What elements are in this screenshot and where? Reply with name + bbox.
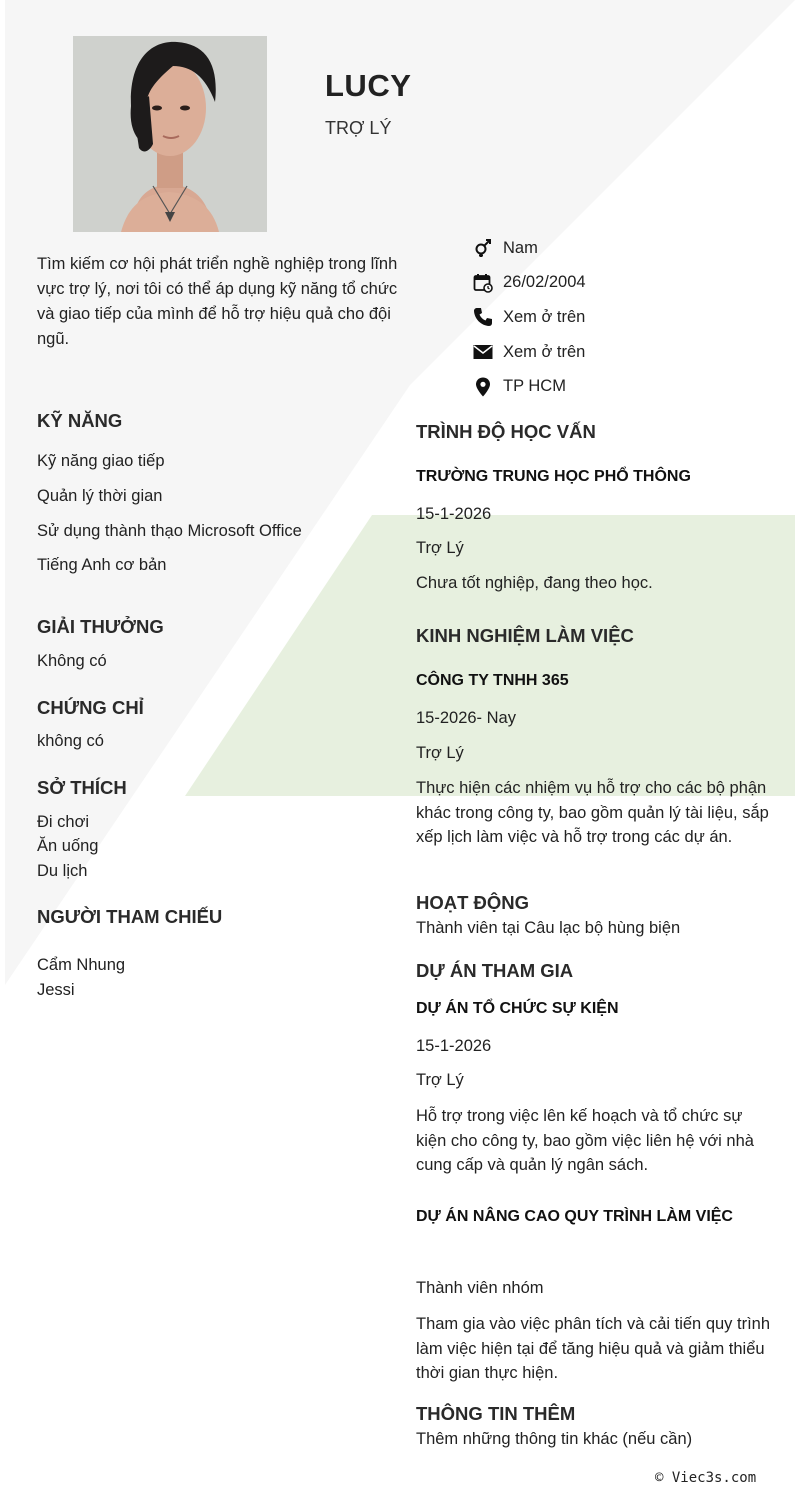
contact-phone — [472, 300, 772, 335]
additional-text: Thêm những thông tin khác (nếu cần) — [416, 1430, 693, 1448]
activities-heading: HOẠT ĐỘNG — [416, 892, 530, 913]
candidate-title: TRỢ LÝ — [325, 118, 392, 138]
contact-email — [472, 335, 772, 370]
contact-gender — [472, 231, 772, 266]
email-icon — [472, 341, 494, 363]
contact-list — [472, 231, 772, 404]
education-note: Chưa tốt nghiệp, đang theo học. — [416, 574, 653, 592]
project-description: Hỗ trợ trong việc lên kế hoạch và tổ chức sự kiện cho công ty, bao gồm việc liên hệ với nhà cung cấp và quản lý ngân sách. — [416, 1107, 754, 1174]
project-date: 15-1-2026 — [416, 1037, 492, 1055]
skill-item: Quản lý thời gian — [37, 487, 163, 505]
gender-icon — [472, 237, 494, 259]
experience-date: 15-2026- Nay — [416, 709, 516, 727]
education-role: Trợ Lý — [416, 539, 464, 557]
footer-copyright: © Viec3s.com — [655, 1470, 757, 1486]
activities-text: Thành viên tại Câu lạc bộ hùng biện — [416, 919, 681, 937]
experience-role: Trợ Lý — [416, 744, 464, 762]
education-heading: TRÌNH ĐỘ HỌC VẤN — [416, 421, 596, 442]
project-name: DỰ ÁN TỔ CHỨC SỰ KIỆN — [416, 1000, 619, 1017]
project-role: Trợ Lý — [416, 1071, 464, 1089]
hobby-item: Ăn uống — [37, 837, 99, 855]
phone-icon — [472, 306, 494, 328]
awards-heading: GIẢI THƯỞNG — [37, 616, 164, 637]
career-objective: Tìm kiếm cơ hội phát triển nghề nghiệp trong lĩnh vực trợ lý, nơi tôi có thể áp dụng kỹ năng tổ chức và giao tiếp của mình để hỗ trợ hiệu quả cho đội ngũ. — [37, 255, 398, 348]
certificates-heading: CHỨNG CHỈ — [37, 697, 144, 718]
location-pin-icon — [472, 376, 494, 398]
education-date: 15-1-2026 — [416, 505, 492, 523]
address-value: TP HCM — [503, 377, 566, 396]
phone-value: Xem ở trên — [503, 307, 586, 326]
references-heading: NGƯỜI THAM CHIẾU — [37, 906, 223, 927]
project-description: Tham gia vào việc phân tích và cải tiến quy trình làm việc hiện tại để tăng hiệu quả và giảm thiểu thời gian thực hiện. — [416, 1315, 771, 1382]
hobby-item: Du lịch — [37, 862, 88, 880]
contact-address — [472, 369, 772, 404]
candidate-name: LUCY — [325, 68, 412, 103]
avatar-illustration — [73, 36, 267, 232]
reference-item: Jessi — [37, 981, 75, 999]
experience-description: Thực hiện các nhiệm vụ hỗ trợ cho các bộ phận khác trong công ty, bao gồm quản lý tài liệu, sắp xếp lịch làm việc và hỗ trợ trong các dự án. — [416, 779, 769, 846]
certificates-text: không có — [37, 732, 104, 750]
projects-heading: DỰ ÁN THAM GIA — [416, 960, 574, 981]
birthdate-value: 26/02/2004 — [503, 273, 586, 292]
experience-company: CÔNG TY TNHH 365 — [416, 672, 569, 689]
awards-text: Không có — [37, 652, 107, 670]
education-school: TRƯỜNG TRUNG HỌC PHỔ THÔNG — [416, 468, 691, 485]
contact-birthdate — [472, 266, 772, 301]
hobbies-heading: SỞ THÍCH — [37, 777, 127, 798]
email-value: Xem ở trên — [503, 342, 586, 361]
skill-item: Tiếng Anh cơ bản — [37, 556, 167, 574]
project-name: DỰ ÁN NÂNG CAO QUY TRÌNH LÀM VIỆC — [416, 1208, 733, 1225]
calendar-icon — [472, 272, 494, 294]
skill-item: Sử dụng thành thạo Microsoft Office — [37, 522, 302, 540]
reference-item: Cẩm Nhung — [37, 956, 126, 974]
skill-item: Kỹ năng giao tiếp — [37, 452, 165, 470]
skills-heading: KỸ NĂNG — [37, 410, 123, 431]
gender-value: Nam — [503, 238, 538, 257]
project-role: Thành viên nhóm — [416, 1279, 544, 1297]
profile-photo — [73, 36, 267, 232]
experience-heading: KINH NGHIỆM LÀM VIỆC — [416, 625, 634, 646]
additional-heading: THÔNG TIN THÊM — [416, 1403, 576, 1424]
hobby-item: Đi chơi — [37, 813, 90, 831]
